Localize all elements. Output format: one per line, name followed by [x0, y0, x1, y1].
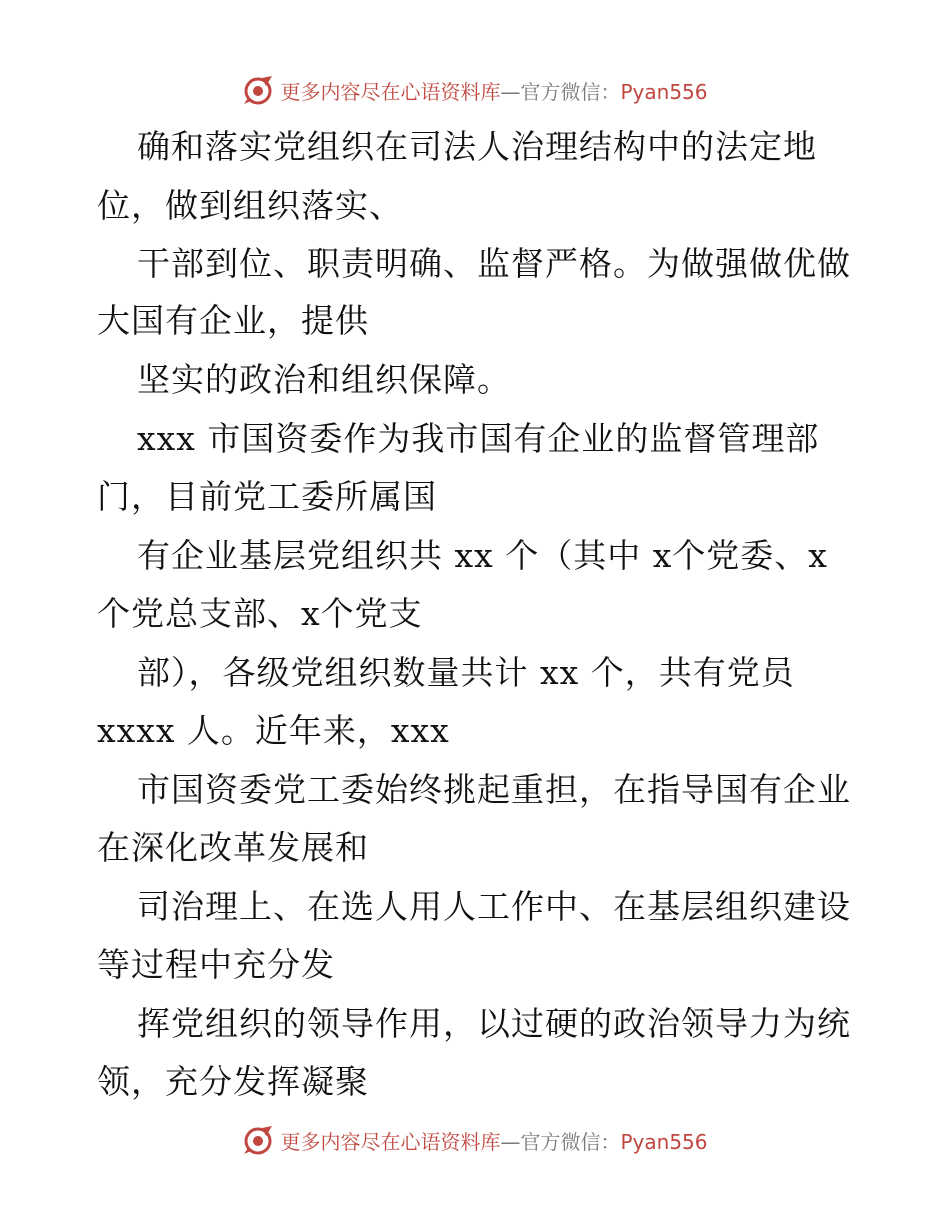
banner-text [280, 1126, 707, 1155]
text-line: 有企业基层党组织共 xx 个（其中 x个党委、x [137, 536, 828, 575]
text-line: 市国资委党工委始终挑起重担，在指导国有企业 [137, 770, 851, 809]
banner-wechat-label: 官方微信： [520, 79, 621, 104]
banner-dash: — [500, 79, 521, 104]
text-line: 大国有企业，提供 [97, 301, 369, 340]
banner-wechat-id: Pyan556 [620, 79, 708, 104]
text-line: xxxx 人。近年来，xxx [97, 711, 450, 750]
text-line: 部），各级党组织数量共计 xx 个，共有党员 [137, 653, 795, 692]
text-line: 个党总支部、x个党支 [97, 594, 423, 633]
banner-site-name: 更多内容尽在心语资料库 [280, 79, 501, 104]
text-line: 坚实的政治和组织保障。 [137, 360, 511, 399]
banner-wechat-id: Pyan556 [620, 1129, 708, 1154]
text-line: 司治理上、在选人用人工作中、在基层组织建设 [137, 887, 851, 926]
banner-text [280, 76, 707, 105]
text-line: 确和落实党组织在司法人治理结构中的法定地 [137, 127, 817, 166]
pen-logo-icon [242, 74, 274, 106]
banner-dash: — [500, 1129, 521, 1154]
text-line: 在深化改革发展和 [97, 828, 369, 867]
text-line: 门，目前党工委所属国 [97, 477, 437, 516]
banner-site-name: 更多内容尽在心语资料库 [280, 1129, 501, 1154]
text-line: 干部到位、职责明确、监督严格。为做强做优做 [137, 244, 851, 283]
text-line: 位，做到组织落实、 [97, 186, 403, 225]
banner-wechat-label: 官方微信： [520, 1129, 621, 1154]
header-banner [0, 70, 950, 110]
footer-banner [0, 1120, 950, 1160]
text-line: 等过程中充分发 [97, 945, 335, 984]
text-line: xxx 市国资委作为我市国有企业的监督管理部 [137, 419, 820, 458]
pen-logo-icon [242, 1124, 274, 1156]
text-line: 挥党组织的领导作用，以过硬的政治领导力为统 [137, 1004, 851, 1043]
text-line: 领，充分发挥凝聚 [97, 1062, 369, 1101]
